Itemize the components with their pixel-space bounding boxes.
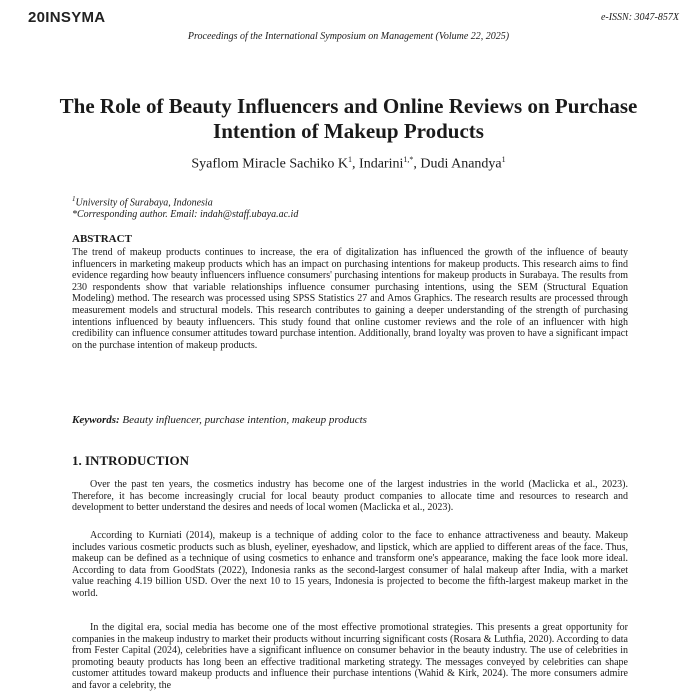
conference-logo: 20INSYMA — [28, 9, 106, 26]
section-heading: 1. INTRODUCTION — [72, 453, 190, 468]
issn-label: e-ISSN: 3047-857X — [600, 12, 679, 23]
paper-title: The Role of Beauty Influencers and Online Reviews on Purchase Intention of Makeup Products — [59, 94, 638, 143]
keywords-label: Keywords: — [72, 414, 120, 426]
affiliations — [72, 193, 298, 221]
proceedings-header: Proceedings of the International Symposium on Management (Volume 22, 2025) — [187, 31, 510, 42]
intro-paragraph-1: Over the past ten years, the cosmetics industry has become one of the largest industries in the world (Maclicka et al., 2023). Therefore, it has become increasingly crucial for local beauty product companies to allocate time and resources to research and development to better understand the desires and needs of local women (Maclicka et al., 2023). — [72, 479, 628, 514]
abstract-heading: ABSTRACT — [72, 233, 132, 245]
corresponding-author: *Corresponding author. Email: indah@staff.ubaya.ac.id — [72, 209, 299, 221]
keywords — [72, 414, 367, 426]
author-sup: 1,* — [403, 155, 414, 164]
author-name: Indarini — [359, 156, 404, 172]
author-sup: 1 — [348, 155, 353, 164]
author-sup: 1 — [501, 155, 506, 164]
author-list: Syaflom Miracle Sachiko $K^1$, Indarini$^{1,*}$, Dudi Anandya$^1$ — [191, 155, 506, 172]
affiliation-line: $^1$University of Surabaya, Indonesia — [72, 195, 213, 209]
intro-paragraph-2: According to Kurniati (2014), makeup is a technique of adding color to the face to enhance attractiveness and beauty. Makeup includes various cosmetic products such as blush, eyeliner, eyeshadow, and lipstick, which are applied to different areas of the face. Thus, makeup can be defined as a technique of using cosmetics to enhance and transform one's appearance, making the face look more ideal. According to data from GoodStats (2022), Indonesia ranks as the second-largest consumer of halal makeup after India, with a market value reaching 4.19 billion USD. Over the next 10 to 15 years, Indonesia is projected to become the fifth-largest makeup market in the world. — [72, 530, 628, 599]
author-name: Syaflom Miracle Sachiko K — [191, 156, 349, 172]
author-name: Dudi Anandya — [420, 156, 502, 172]
intro-paragraph-3: In the digital era, social media has become one of the most effective promotional strategies. This presents a great opportunity for companies in the makeup industry to market their products without incurring significant costs (Rosara & Luthfia, 2020). According to data from Fester Capital (2024), celebrities have a significant influence on consumer behavior in the beauty industry. The use of celebrities in promoting beauty products has long been an effective traditional marketing strategy. The messages conveyed by celebrities can shape customer attitudes toward makeup products and influence their purchase intentions (Wahid & Kirk, 2024). The more consumers admire and favor a celebrity, the — [72, 622, 628, 691]
keywords-text: Beauty influencer, purchase intention, makeup products — [122, 414, 367, 426]
abstract-text: The trend of makeup products continues to increase, the era of digitalization has influenced the growth of the influence of beauty influencers in marketing makeup products which has an impact on purchasing intentions for makeup products. This research aims to find evidence regarding how beauty influencers influence consumers' purchasing intentions for makeup products in Surabaya. The results from 230 respondents show that variable relationships influence consumer purchasing intentions, using the SEM (Structural Equation Modeling) method. The research was processed using SPSS Statistics 27 and Amos Graphics. The research results are processed through measurement models and structural models. This research contributes to gaining a deeper understanding of the strength of purchasing intentions influenced by beauty influencers. This study found that online customer reviews and the role of an influencer with high credibility can influence consumer attitudes toward purchase intention. Additionally, brand loyalty was proven to have a significant impact on the purchase intention of makeup products. — [72, 247, 628, 351]
